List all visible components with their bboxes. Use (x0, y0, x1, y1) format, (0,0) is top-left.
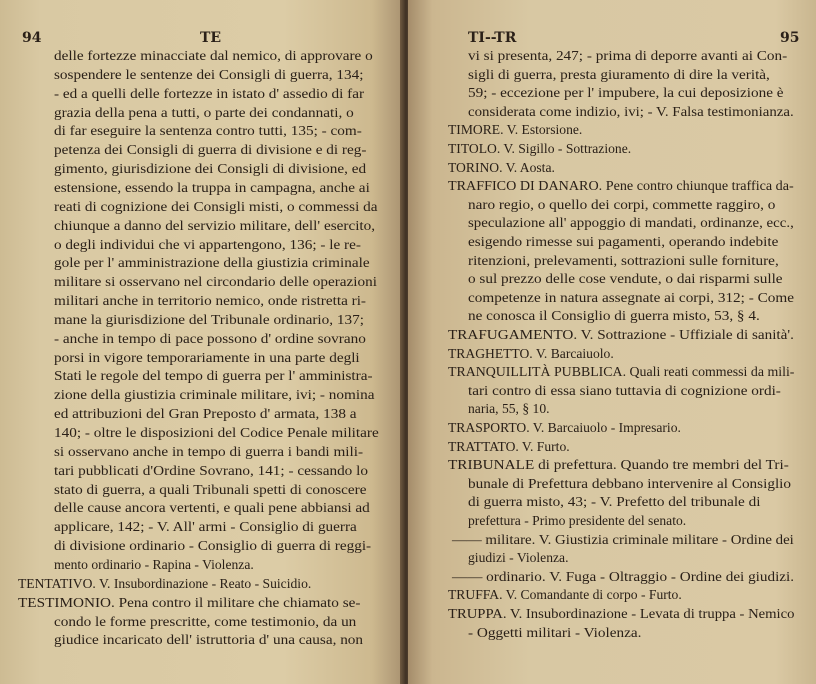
right-page-line: - Oggetti militari - Violenza. (468, 624, 642, 640)
right-page-line: vi si presenta, 247; - prima di deporre avanti ai Con- (468, 48, 788, 63)
right-page-line: ne conosca il Consiglio di guerra misto, 53, § 4. (468, 308, 760, 324)
left-page-line: mento ordinario - Rapina - Violenza. (54, 556, 254, 572)
left-page-line: zione della giustizia criminale militare, ivi; - nomina (54, 387, 375, 403)
left-page-line: delle fortezze minacciate dal nemico, di approvare o (54, 48, 373, 63)
right-page-line: sigli di guerra, presta giuramento di dire la verità, (468, 66, 770, 82)
left-page-line: tari pubblicati d'Ordine Sovrano, 141; - cessando lo (54, 462, 368, 478)
page-number-right: 95 (780, 30, 800, 46)
right-page-line: TRASPORTO. V. Barcaiuolo - Impresario. (448, 420, 681, 435)
right-page-line: —— ordinario. V. Fuga - Oltraggio - Ordine dei giudizi. (452, 568, 795, 584)
left-page-line: reati di cognizione dei Consigli misti, o commessi da (54, 198, 378, 214)
right-page-line: TRANQUILLITÀ PUBBLICA. Quali reati commessi da mili- (448, 364, 795, 380)
right-page-line: TRAFFICO DI DANARO. Pene contro chiunque traffica da- (448, 178, 794, 194)
right-page-line: TRAFUGAMENTO. V. Sottrazione - Uffiziale di sanità'. (448, 327, 794, 342)
right-page-line: TIMORE. V. Estorsione. (448, 122, 583, 138)
right-page-line: giudizi - Violenza. (468, 550, 569, 566)
left-page-line: gole per l' amministrazione della giustizia criminale (54, 255, 370, 271)
right-page-line: bunale di Prefettura debbano intervenire al Consiglio (468, 475, 792, 491)
right-page-line: prefettura - Primo presidente del senato. (468, 513, 687, 528)
right-page-line: naria, 55, § 10. (468, 401, 550, 417)
left-page-line: estensione, essendo la truppa in campagna, anche ai (54, 179, 370, 195)
left-page-line: stato di guerra, a quali Tribunali spetti di conoscere (54, 481, 367, 497)
left-page-line: mane la giurisdizione del Tribunale ordinario, 137; (54, 311, 364, 327)
page-number-left: 94 (22, 30, 42, 46)
right-page-line: —— militare. V. Giustizia criminale militare - Ordine dei (452, 531, 794, 547)
right-page-line: TRAGHETTO. V. Barcaiuolo. (448, 345, 614, 361)
left-page-line: condo le forme prescritte, come testimonio, da un (54, 613, 357, 629)
left-page-line: militare si osservano nel circondario delle operazioni (54, 274, 377, 290)
right-page-line: considerata come indizio, ivi; - V. Falsa testimonianza. (468, 103, 794, 119)
right-page-line: naro regio, o quello dei corpi, commette raggiro, o (468, 196, 776, 212)
left-page-line: TESTIMONIO. Pena contro il militare che chiamato se- (18, 594, 361, 610)
left-page-line: gimento, giurisdizione dei Consigli di divisione, ed (54, 161, 367, 177)
left-page-line: giudice incaricato dell' istruttoria d' una causa, non (54, 632, 364, 648)
left-page-line: di far eseguire la sentenza contro tutti, 135; - com- (54, 123, 362, 139)
right-page-line: TORINO. V. Aosta. (448, 159, 555, 175)
right-page-line: TRATTATO. V. Furto. (448, 438, 570, 454)
left-page-line: - anche in tempo di pace possono d' ordine sovrano (54, 330, 366, 346)
left-page-line: grazia della pena a tutti, o parte dei condannati, o (54, 104, 354, 120)
left-page-line: di divisione ordinario - Consiglio di guerra di reggi- (54, 538, 372, 554)
right-page-line: esigendo rimesse sui pagamenti, operando indebite (468, 234, 779, 249)
right-page-line: TITOLO. V. Sigillo - Sottrazione. (448, 141, 632, 156)
right-page-line: competenze in natura assegnate ai corpi, 312; - Come (468, 289, 794, 305)
running-head-right: TI--TR (468, 30, 517, 46)
left-page-line: militari anche in territorio nemico, onde ristretta ri- (54, 293, 367, 309)
left-page-line: TENTATIVO. V. Insubordinazione - Reato - Suicidio. (18, 575, 312, 591)
left-page-line: chiunque a danno del servizio militare, dell' esercito, (54, 217, 376, 233)
right-page-line: speculazione all' appoggio di mandati, ordinanze, ecc., (468, 215, 794, 231)
left-page-line: - ed a quelli delle fortezze in istato d' assedio di far (54, 85, 365, 101)
right-page-line: TRUFFA. V. Comandante di corpo - Furto. (448, 587, 682, 603)
right-page-line: o sul prezzo delle cose vendute, o dai risparmi sulle (468, 271, 783, 287)
running-head-left: TE (200, 30, 222, 46)
left-page-line: Stati le regole del tempo di guerra per l' amministra- (54, 368, 373, 384)
right-page-line: di guerra misto, 43; - V. Prefetto del tribunale di (468, 494, 761, 510)
right-page-line: ritenzioni, prelevamenti, sottrazioni sulle forniture, (468, 252, 779, 268)
left-page-line: sospendere le sentenze dei Consigli di guerra, 134; (54, 66, 364, 82)
left-page-line: delle cause ancora vertenti, e quali pene abbiansi ad (54, 500, 370, 516)
right-page-line: TRIBUNALE di prefettura. Quando tre membri del Tri- (448, 457, 789, 473)
left-page-line: petenza dei Consigli di guerra di divisione e di reg- (54, 142, 367, 158)
left-page-line: ed attribuzioni del Gran Preposto d' armata, 138 a (54, 406, 357, 422)
right-page-line: TRUPPA. V. Insubordinazione - Levata di truppa - Nemico (448, 606, 795, 621)
right-page (408, 0, 816, 684)
left-page-line: applicare, 142; - V. All' armi - Consiglio di guerra (54, 519, 357, 535)
left-page (0, 0, 404, 684)
right-page-line: 59; - eccezione per l' impubere, la cui deposizione è (468, 85, 784, 101)
left-page-line: o degli individui che vi appartengono, 136; - le re- (54, 236, 361, 252)
right-page-line: tari contro di essa siano tuttavia di cognizione ordi- (468, 382, 781, 398)
left-page-line: porsi in vigore temporariamente in una parte degli (54, 349, 360, 365)
left-page-line: si osservano anche in tempo di guerra i bandi mili- (54, 443, 364, 459)
left-page-line: 140; - oltre le disposizioni del Codice Penale militare (54, 425, 379, 440)
